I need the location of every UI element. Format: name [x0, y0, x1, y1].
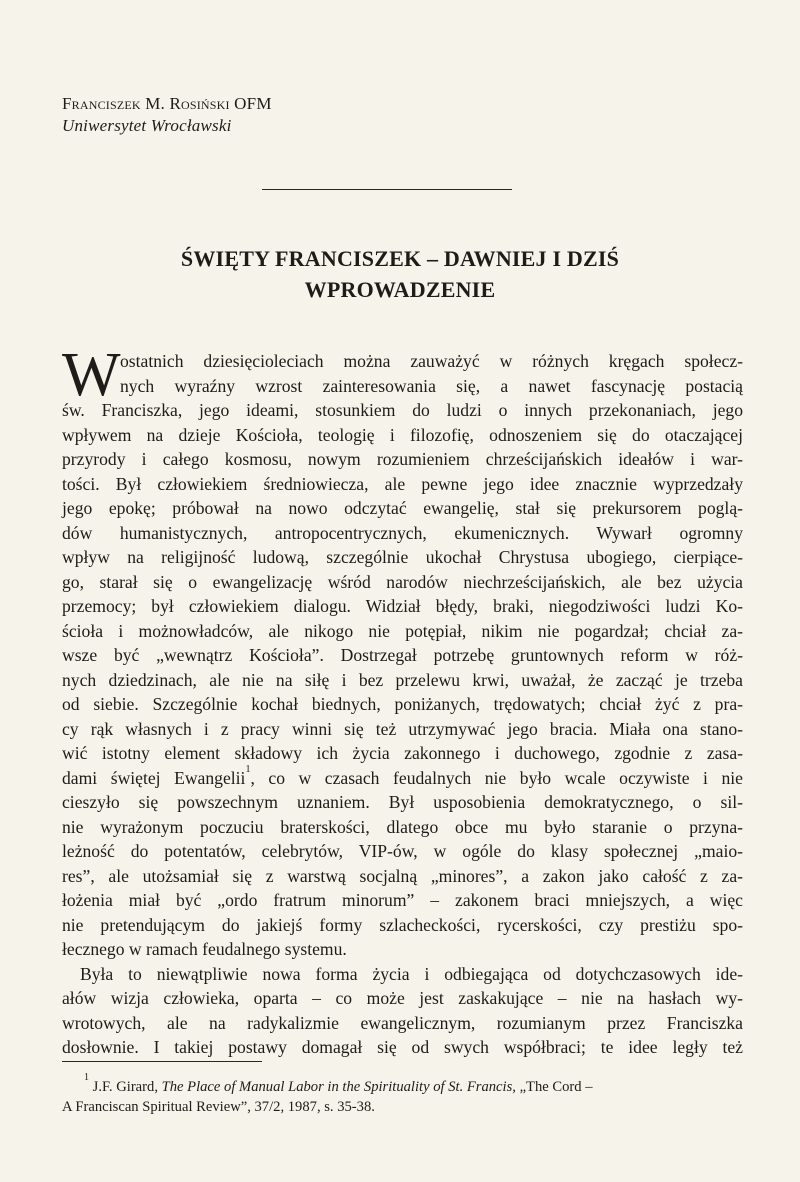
author-block [62, 93, 272, 137]
author-affiliation: Uniwersytet Wrocławski [62, 116, 232, 135]
drop-cap: W [62, 341, 121, 409]
footnote-line [62, 1072, 743, 1097]
article-body [62, 341, 743, 1060]
body-line: wpływem na dzieje Kościoła, teologię i filozofię, odnoszeniem się do otaczającej [62, 424, 743, 445]
separator-rule [262, 189, 512, 190]
body-line: go, starał się o ewangelizację wśród narodów niechrześcijańskich, ale bez użycia [62, 571, 743, 592]
footnote-ref[interactable]: 1 [245, 763, 251, 775]
body-line: przyrody i całego kosmosu, nowym rozumieniem chrześcijańskich ideałów i war- [62, 449, 743, 469]
body-line: jego epokę; próbował na nowo odczytać ewangelię, stał się prekursorem poglą- [62, 498, 743, 518]
body-line: ścioła i możnowładców, ale nikogo nie potępiał, nikim nie pogardzał; chciał za- [62, 620, 743, 641]
body-line: przemocy; był człowiekiem dialogu. Widział błędy, braki, niegodziwości ludzi Ko- [62, 596, 743, 616]
body-line: wrotowych, ale na radykalizmie ewangelicznym, rozumianym przez Franciszka [62, 1012, 743, 1033]
footnote-work-title: The Place of Manual Labor in the Spirituality of St. Francis [161, 1079, 513, 1095]
body-line: wić istotny element składowy ich życia zakonnego i duchowego, zgodnie z zasa- [62, 743, 743, 763]
footnote-rule [62, 1061, 262, 1062]
body-line: nych dziedzinach, ale nie na siłę i bez przelewu krwi, uważał, że zacząć je trzeba [62, 669, 743, 690]
body-line: łożenia miał być „ordo fratrum minorum” – zakonem braci mniejszych, a więc [62, 890, 743, 910]
body-line: dosłownie. I takiej postawy domagał się od swych współbraci; te idee legły też [62, 1037, 743, 1057]
body-line: tości. Był człowiekiem średniowiecza, ale pewne jego idee znacznie wyprzedzały [62, 473, 743, 494]
footnote-line: A Franciscan Spiritual Review”, 37/2, 1987, s. 35-38. [62, 1099, 375, 1115]
body-line: nie wyrażonym poczuciu braterskości, dlatego obce mu było staranie o przyna- [62, 816, 743, 837]
body-line: ostatnich dziesięcioleciach można zauważyć w różnych kręgach społecz- [120, 351, 743, 371]
body-line: ałów wizja człowieka, oparta – co może jest zaskakujące – nie na hasłach wy- [62, 988, 743, 1008]
body-line: cy rąk własnych i z pracy winni się też utrzymywać jego bracia. Miała ona stano- [62, 718, 743, 739]
article-title: ŚWIĘTY FRANCISZEK – DAWNIEJ I DZIŚ [180, 246, 620, 271]
body-line-with-footnote-ref [62, 763, 743, 791]
body-line: wsze być „wewnątrz Kościoła”. Dostrzegał potrzebę gruntownych reform w róż- [62, 645, 743, 665]
body-line: cieszyło się powszechnym uznaniem. Był usposobienia demokratycznego, o sil- [62, 792, 743, 812]
body-line: wpływ na religijność ludową, szczególnie ukochał Chrystusa ubogiego, cierpiące- [62, 547, 743, 567]
body-line: św. Franciszka, jego ideami, stosunkiem do ludzi o innych przekonaniach, jego [62, 400, 743, 420]
body-line: nych wyraźny wzrost zainteresowania się, a nawet fascynację postacią [120, 375, 743, 396]
article-subtitle: WPROWADZENIE [304, 277, 496, 302]
body-line: dów humanistycznych, antropocentrycznych, ekumenicznych. Wywarł ogromny [62, 522, 743, 543]
body-line-end: , co w czasach feudalnych nie było wcale oczywiste i nie [250, 767, 743, 788]
body-line-start: dami świętej Ewangelii [62, 767, 246, 788]
body-line: łecznego w ramach feudalnego systemu. [62, 939, 347, 959]
body-line: Była to niewątpliwie nowa forma życia i odbiegająca od dotychczasowych ide- [80, 963, 743, 984]
body-line: nie pretendującym do jakiejś formy szlacheckości, rycerskości, czy prestiżu spo- [62, 914, 743, 935]
author-name: Franciszek M. Rosiński OFM [62, 94, 272, 113]
body-line: leżność do potentatów, celebrytów, VIP-ów, w ogóle do klasy społecznej „maio- [62, 841, 743, 861]
body-line: res”, ale utożsamiał się z warstwą socjalną „minores”, a zakon jako całość z za- [62, 865, 743, 886]
body-line: od siebie. Szczególnie kochał biednych, poniżanych, trędowatych; chciał żyć z pra- [62, 694, 743, 714]
footnote-journal-start: , „The Cord – [512, 1079, 593, 1095]
footnote [62, 1072, 743, 1117]
footnote-marker: 1 [84, 1072, 89, 1084]
footnote-author: J.F. Girard, [92, 1079, 158, 1095]
